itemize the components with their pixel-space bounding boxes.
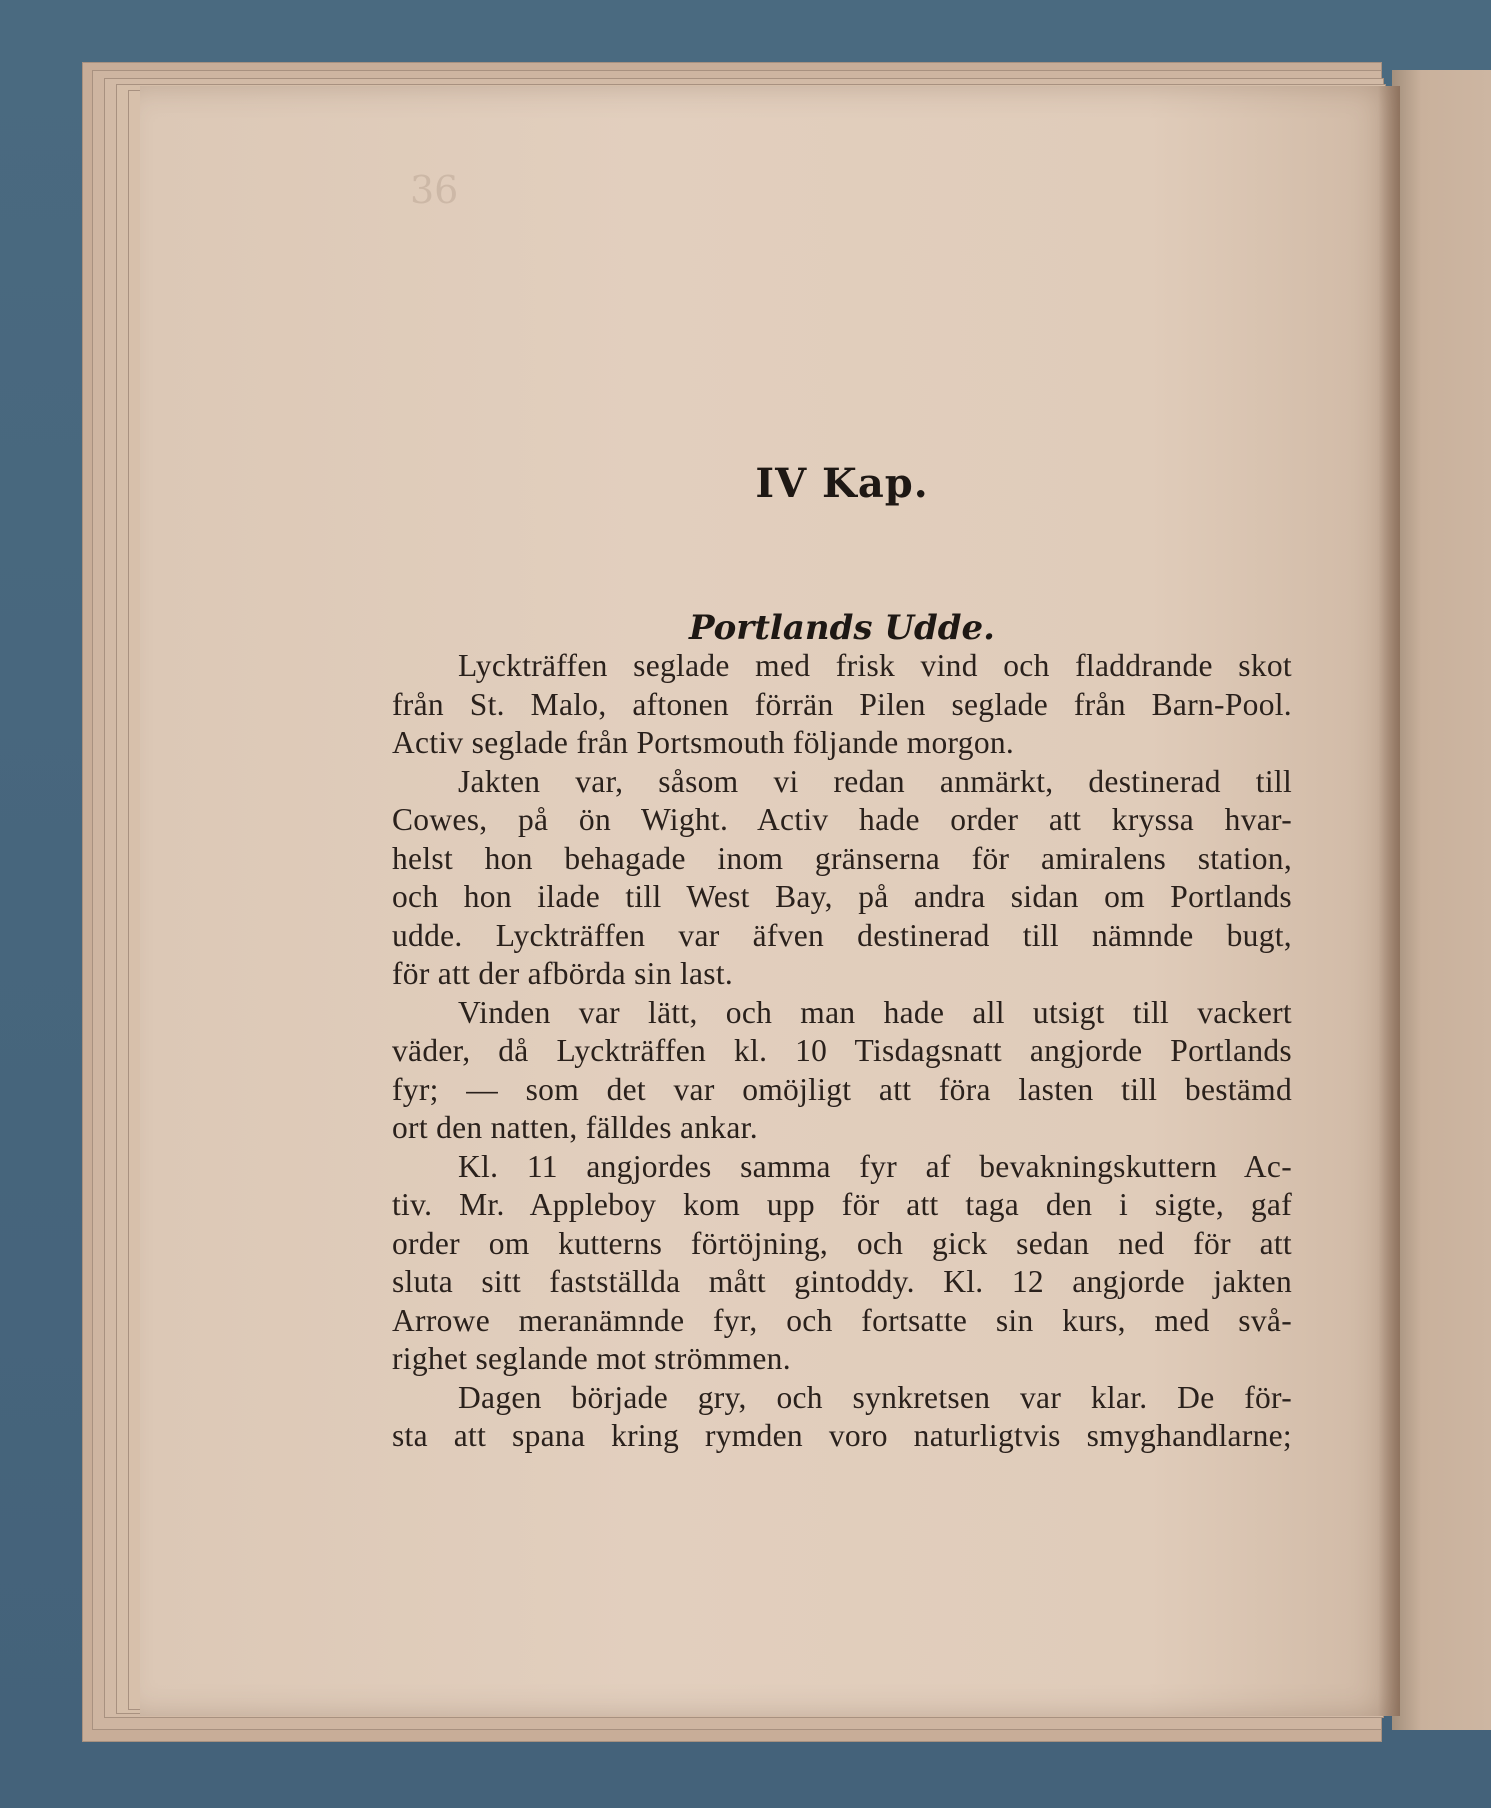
facing-page xyxy=(1392,70,1491,1730)
text-line: Arrowe meranämnde fyr, och fortsatte sin kurs, med svå- xyxy=(392,1302,1292,1338)
text-line: från St. Malo, aftonen förrän Pilen seglade från Barn-Pool. xyxy=(392,686,1292,722)
text-line: sta att spana kring rymden voro naturligtvis smyghandlarne; xyxy=(392,1418,1292,1453)
page-gutter-shadow xyxy=(1378,86,1400,1716)
text-line: sluta sitt fastställda mått gintoddy. Kl. 12 angjorde jakten xyxy=(392,1264,1292,1299)
text-line: fyr; — som det var omöjligt att föra lasten till bestämd xyxy=(392,1071,1292,1107)
text-line: för att der afbörda sin last. xyxy=(392,956,734,991)
text-line: Jakten var, såsom vi redan anmärkt, destinerad till xyxy=(458,763,1292,799)
section-title: Portlands Udde. xyxy=(688,608,996,648)
text-line: Activ seglade från Portsmouth följande morgon. xyxy=(392,725,1015,760)
text-line: Vinden var lätt, och man hade all utsigt till vackert xyxy=(458,994,1292,1030)
bleed-through-page-number: 36 xyxy=(410,168,459,212)
text-line: tiv. Mr. Appleboy kom upp för att taga den i sigte, gaf xyxy=(392,1187,1292,1222)
text-line: righet seglande mot strömmen. xyxy=(392,1341,791,1376)
text-line: order om kutterns förtöjning, och gick sedan ned för att xyxy=(392,1225,1292,1261)
text-line: Kl. 11 angjordes samma fyr af bevakningskuttern Ac- xyxy=(458,1148,1292,1184)
text-line: ort den natten, fälldes ankar. xyxy=(392,1110,758,1145)
text-line: och hon ilade till West Bay, på andra sidan om Portlands xyxy=(392,879,1292,914)
chapter-heading: IV Kap. xyxy=(755,460,929,507)
text-line: Cowes, på ön Wight. Activ hade order att kryssa hvar- xyxy=(392,802,1292,837)
text-line: udde. Lyckträffen var äfven destinerad till nämnde bugt, xyxy=(392,917,1292,953)
text-line: Lyckträffen seglade med frisk vind och fladdrande skot xyxy=(458,648,1292,683)
text-line: väder, då Lyckträffen kl. 10 Tisdagsnatt angjorde Portlands xyxy=(392,1033,1292,1068)
text-line: Dagen började gry, och synkretsen var klar. De för- xyxy=(458,1379,1292,1415)
text-line: helst hon behagade inom gränserna för amiralens station, xyxy=(392,840,1292,876)
